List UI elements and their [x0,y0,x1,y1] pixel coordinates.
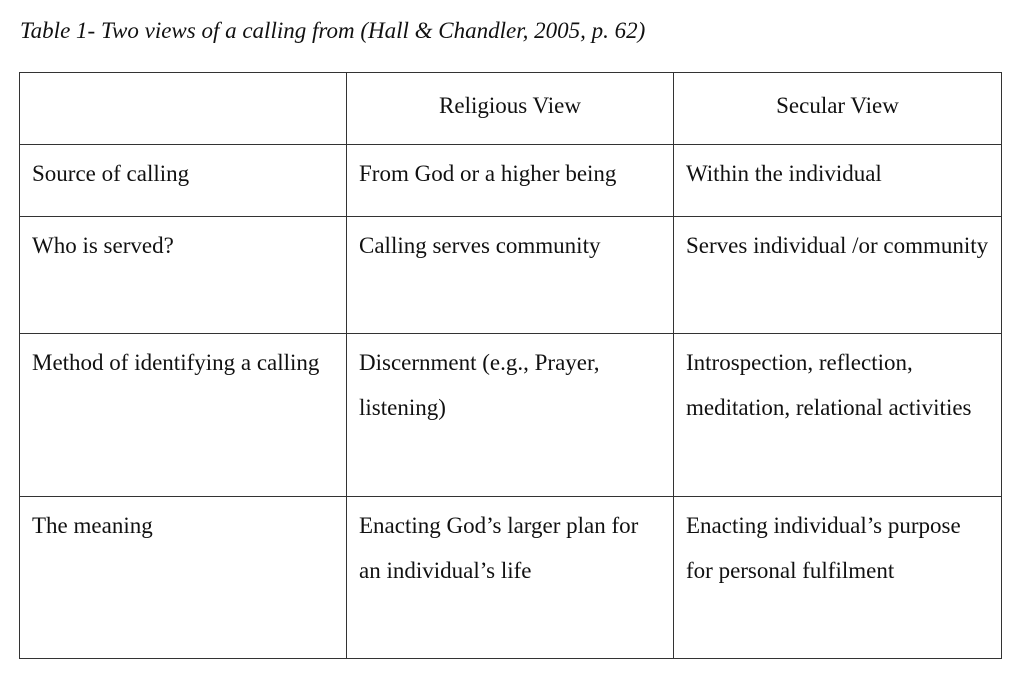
header-cell-secular-view: Secular View [674,73,1002,145]
calling-views-table [19,72,1002,659]
cell-religious-served: Calling serves community [347,217,674,334]
cell-religious-meaning: Enacting God’s larger plan for an individual’s life [347,497,674,659]
table-row [20,145,1002,217]
table-row [20,334,1002,497]
cell-secular-source: Within the individual [674,145,1002,217]
cell-secular-served: Serves individual /or community [674,217,1002,334]
header-cell-religious-view: Religious View [347,73,674,145]
cell-religious-method: Discernment (e.g., Prayer, listening) [347,334,674,497]
header-cell-empty [20,73,347,145]
cell-secular-meaning: Enacting individual’s purpose for personal fulfilment [674,497,1002,659]
table-caption: Table 1- Two views of a calling from (Hall & Chandler, 2005, p. 62) [20,18,646,43]
cell-secular-method: Introspection, reflection, meditation, relational activities [674,334,1002,497]
row-label-meaning: The meaning [20,497,347,659]
row-label-method: Method of identifying a calling [20,334,347,497]
table-row [20,497,1002,659]
row-label-source: Source of calling [20,145,347,217]
cell-religious-source: From God or a higher being [347,145,674,217]
table-row [20,217,1002,334]
table-header-row [20,73,1002,145]
row-label-served: Who is served? [20,217,347,334]
